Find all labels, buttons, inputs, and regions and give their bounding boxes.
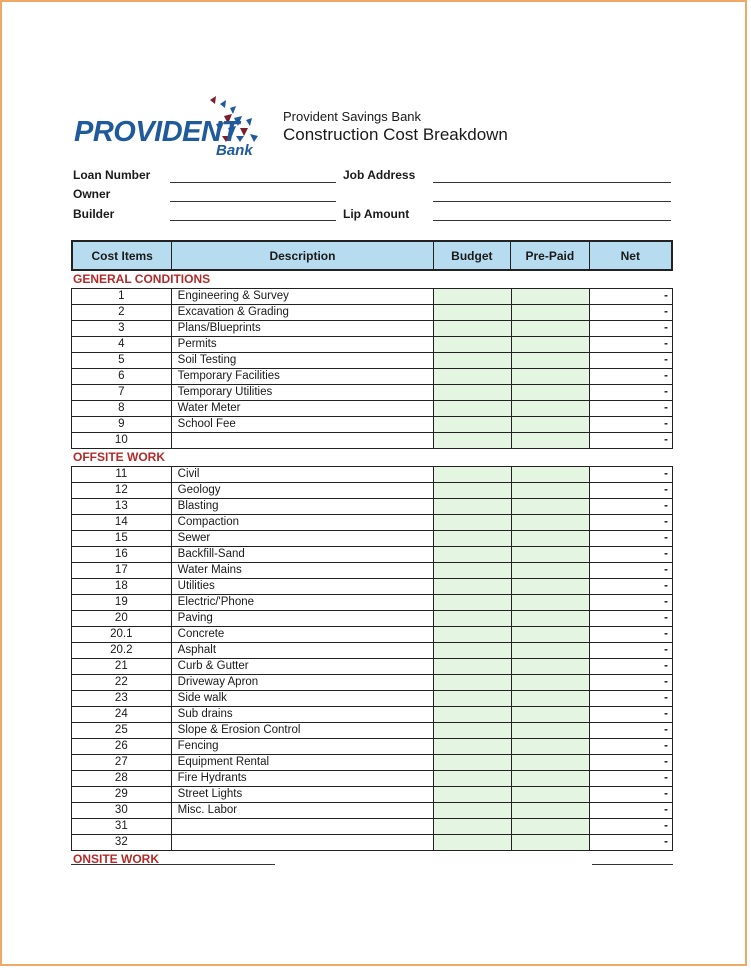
- logo-subtext: Bank: [216, 142, 253, 159]
- table-row: [72, 433, 672, 448]
- table-row: [72, 515, 672, 531]
- net-cell: -: [664, 756, 668, 768]
- cost-item-description: Water Mains: [172, 563, 434, 578]
- cost-item-number: 20.1: [72, 627, 172, 642]
- budget-cell[interactable]: [434, 803, 512, 818]
- pre-paid-cell[interactable]: [512, 499, 591, 514]
- table-row: [72, 305, 672, 321]
- net-cell: -: [664, 612, 668, 624]
- cost-item-description: Concrete: [172, 627, 434, 642]
- net-cell: -: [664, 724, 668, 736]
- pre-paid-cell[interactable]: [512, 515, 591, 530]
- pre-paid-cell[interactable]: [512, 739, 591, 754]
- budget-cell[interactable]: [434, 675, 512, 690]
- cost-item-number: 19: [72, 595, 172, 610]
- cost-item-number: 12: [72, 483, 172, 498]
- budget-cell[interactable]: [434, 771, 512, 786]
- table-header: [71, 240, 673, 271]
- col-header-cost-items: Cost Items: [73, 242, 172, 269]
- net-cell: -: [664, 660, 668, 672]
- cost-item-number: 14: [72, 515, 172, 530]
- cost-item-number: 23: [72, 691, 172, 706]
- net-cell: -: [664, 322, 668, 334]
- cost-item-description: Backfill-Sand: [172, 547, 434, 562]
- section-title: GENERAL CONDITIONS: [73, 272, 211, 286]
- cost-item-number: 13: [72, 499, 172, 514]
- pre-paid-cell[interactable]: [512, 353, 591, 368]
- budget-cell[interactable]: [434, 611, 512, 626]
- net-cell: -: [664, 644, 668, 656]
- net-cell: -: [664, 708, 668, 720]
- cost-item-number: 20.2: [72, 643, 172, 658]
- pre-paid-cell[interactable]: [512, 337, 591, 352]
- pre-paid-cell[interactable]: [512, 483, 591, 498]
- table-row: [72, 385, 672, 401]
- table-row: [72, 483, 672, 499]
- cost-item-description: Sub drains: [172, 707, 434, 722]
- owner-field[interactable]: [170, 201, 336, 202]
- table-row: [72, 739, 672, 755]
- pre-paid-cell[interactable]: [512, 563, 591, 578]
- budget-cell[interactable]: [434, 547, 512, 562]
- col-header-pre-paid: Pre-Paid: [511, 242, 589, 269]
- net-cell: -: [664, 580, 668, 592]
- cost-item-description: [172, 835, 434, 850]
- cost-breakdown-table: [71, 240, 673, 868]
- budget-cell[interactable]: [434, 531, 512, 546]
- net-cell: -: [664, 516, 668, 528]
- table-row: [72, 321, 672, 337]
- cost-item-number: 31: [72, 819, 172, 834]
- table-row: [72, 771, 672, 787]
- cost-item-number: 6: [72, 369, 172, 384]
- col-header-budget: Budget: [434, 242, 511, 269]
- net-cell: -: [664, 788, 668, 800]
- cost-item-number: 1: [72, 289, 172, 304]
- cost-item-description: Slope & Erosion Control: [172, 723, 434, 738]
- net-cell: -: [664, 836, 668, 848]
- table-row: [72, 467, 672, 483]
- cost-item-number: 2: [72, 305, 172, 320]
- cost-item-description: Utilities: [172, 579, 434, 594]
- pre-paid-cell[interactable]: [512, 547, 591, 562]
- section-title: OFFSITE WORK: [73, 450, 165, 464]
- cost-item-description: Geology: [172, 483, 434, 498]
- table-row: [72, 369, 672, 385]
- budget-cell[interactable]: [434, 595, 512, 610]
- cost-item-description: Misc. Labor: [172, 803, 434, 818]
- pre-paid-cell[interactable]: [512, 707, 591, 722]
- net-cell: -: [664, 468, 668, 480]
- cost-item-description: Plans/Blueprints: [172, 321, 434, 336]
- section-title: ONSITE WORK: [73, 852, 159, 866]
- owner-label: Owner: [73, 187, 111, 201]
- table-row: [72, 611, 672, 627]
- table-row: [72, 417, 672, 433]
- lip-amount-label: Lip Amount: [343, 207, 410, 221]
- cost-item-number: 4: [72, 337, 172, 352]
- onsite-underline: [71, 864, 275, 865]
- net-cell: -: [664, 338, 668, 350]
- budget-cell[interactable]: [434, 353, 512, 368]
- cost-item-description: Engineering & Survey: [172, 289, 434, 304]
- onsite-net-underline: [592, 864, 673, 865]
- budget-cell[interactable]: [434, 467, 512, 482]
- table-row: [72, 803, 672, 819]
- logo-wordmark: PROVIDENT: [74, 116, 239, 148]
- net-cell: -: [664, 418, 668, 430]
- cost-item-number: 10: [72, 433, 172, 448]
- table-row: [72, 675, 672, 691]
- pre-paid-cell[interactable]: [512, 385, 591, 400]
- pre-paid-cell[interactable]: [512, 723, 591, 738]
- budget-cell[interactable]: [434, 369, 512, 384]
- net-cell: -: [664, 434, 668, 446]
- cost-item-description: Fencing: [172, 739, 434, 754]
- cost-item-description: Asphalt: [172, 643, 434, 658]
- cost-item-description: Electric/'Phone: [172, 595, 434, 610]
- pre-paid-cell[interactable]: [512, 771, 591, 786]
- pre-paid-cell[interactable]: [512, 289, 591, 304]
- cost-item-description: Sewer: [172, 531, 434, 546]
- table-row: [72, 595, 672, 611]
- cost-item-description: Temporary Utilities: [172, 385, 434, 400]
- pre-paid-cell[interactable]: [512, 787, 591, 802]
- net-cell: -: [664, 772, 668, 784]
- cost-item-number: 25: [72, 723, 172, 738]
- pre-paid-cell[interactable]: [512, 595, 591, 610]
- table-row: [72, 819, 672, 835]
- cost-item-number: 3: [72, 321, 172, 336]
- cost-item-number: 20: [72, 611, 172, 626]
- net-cell: -: [664, 402, 668, 414]
- cost-item-description: [172, 819, 434, 834]
- budget-cell[interactable]: [434, 483, 512, 498]
- net-cell: -: [664, 596, 668, 608]
- net-cell: -: [664, 386, 668, 398]
- pre-paid-cell[interactable]: [512, 691, 591, 706]
- pre-paid-cell[interactable]: [512, 627, 591, 642]
- budget-cell[interactable]: [434, 337, 512, 352]
- bank-name: Provident Savings Bank: [283, 109, 422, 124]
- budget-cell[interactable]: [434, 739, 512, 754]
- cost-item-description: Street Lights: [172, 787, 434, 802]
- net-cell: -: [664, 676, 668, 688]
- budget-cell[interactable]: [434, 385, 512, 400]
- loan-number-field[interactable]: [170, 182, 336, 183]
- cost-item-description: Civil: [172, 467, 434, 482]
- table-row: [72, 289, 672, 305]
- net-cell: -: [664, 628, 668, 640]
- job-address-field[interactable]: [433, 182, 671, 183]
- budget-cell[interactable]: [434, 787, 512, 802]
- budget-cell[interactable]: [434, 691, 512, 706]
- cost-item-number: 22: [72, 675, 172, 690]
- pre-paid-cell[interactable]: [512, 433, 591, 448]
- cost-item-number: 21: [72, 659, 172, 674]
- net-cell: -: [664, 532, 668, 544]
- pre-paid-cell[interactable]: [512, 369, 591, 384]
- table-row: [72, 499, 672, 515]
- budget-cell[interactable]: [434, 499, 512, 514]
- table-row: [72, 531, 672, 547]
- table-row: [72, 563, 672, 579]
- table-row: [72, 659, 672, 675]
- net-cell: -: [664, 548, 668, 560]
- pre-paid-cell[interactable]: [512, 401, 591, 416]
- loan-number-label: Loan Number: [73, 168, 151, 182]
- table-row: [72, 627, 672, 643]
- job-address-label: Job Address: [343, 168, 416, 182]
- budget-cell[interactable]: [434, 723, 512, 738]
- cost-item-description: Equipment Rental: [172, 755, 434, 770]
- col-header-net: Net: [620, 248, 640, 263]
- budget-cell[interactable]: [434, 659, 512, 674]
- table-row: [72, 691, 672, 707]
- net-cell: -: [664, 290, 668, 302]
- pre-paid-cell[interactable]: [512, 643, 591, 658]
- net-cell: -: [664, 354, 668, 366]
- table-row: [72, 723, 672, 739]
- cost-item-description: Driveway Apron: [172, 675, 434, 690]
- cost-item-description: Compaction: [172, 515, 434, 530]
- budget-cell[interactable]: [434, 707, 512, 722]
- budget-cell[interactable]: [434, 321, 512, 336]
- cost-item-number: 11: [72, 467, 172, 482]
- cost-item-description: [172, 433, 434, 448]
- cost-item-number: 26: [72, 739, 172, 754]
- budget-cell[interactable]: [434, 643, 512, 658]
- pre-paid-cell[interactable]: [512, 531, 591, 546]
- cost-item-number: 24: [72, 707, 172, 722]
- cost-item-description: Permits: [172, 337, 434, 352]
- budget-cell[interactable]: [434, 289, 512, 304]
- pre-paid-cell[interactable]: [512, 611, 591, 626]
- table-row: [72, 835, 672, 850]
- budget-cell[interactable]: [434, 417, 512, 432]
- page-title: Construction Cost Breakdown: [283, 125, 508, 144]
- cost-item-number: 16: [72, 547, 172, 562]
- table-row: [72, 547, 672, 563]
- table-row: [72, 579, 672, 595]
- net-cell: -: [664, 804, 668, 816]
- cost-item-description: Excavation & Grading: [172, 305, 434, 320]
- cost-item-description: Blasting: [172, 499, 434, 514]
- pre-paid-cell[interactable]: [512, 819, 591, 834]
- net-cell: -: [664, 500, 668, 512]
- pre-paid-cell[interactable]: [512, 417, 591, 432]
- section-rows: [71, 466, 673, 851]
- table-row: [72, 353, 672, 369]
- section-rows: [71, 288, 673, 449]
- cost-item-description: Side walk: [172, 691, 434, 706]
- pre-paid-cell[interactable]: [512, 579, 591, 594]
- cost-item-number: 9: [72, 417, 172, 432]
- cost-item-number: 17: [72, 563, 172, 578]
- budget-cell[interactable]: [434, 305, 512, 320]
- budget-cell[interactable]: [434, 515, 512, 530]
- net-cell: -: [664, 820, 668, 832]
- cost-item-number: 32: [72, 835, 172, 850]
- table-row: [72, 787, 672, 803]
- pre-paid-cell[interactable]: [512, 803, 591, 818]
- budget-cell[interactable]: [434, 627, 512, 642]
- budget-cell[interactable]: [434, 579, 512, 594]
- pre-paid-cell[interactable]: [512, 675, 591, 690]
- job-address-field-line-2[interactable]: [433, 201, 671, 202]
- pre-paid-cell[interactable]: [512, 659, 591, 674]
- pre-paid-cell[interactable]: [512, 835, 591, 850]
- lip-amount-field[interactable]: [433, 220, 671, 221]
- cost-item-description: Curb & Gutter: [172, 659, 434, 674]
- cost-item-description: Water Meter: [172, 401, 434, 416]
- table-row: [72, 643, 672, 659]
- cost-item-number: 7: [72, 385, 172, 400]
- pre-paid-cell[interactable]: [512, 321, 591, 336]
- pre-paid-cell[interactable]: [512, 305, 591, 320]
- col-header-description: Description: [172, 242, 433, 269]
- pre-paid-cell[interactable]: [512, 755, 591, 770]
- table-row: [72, 707, 672, 723]
- cost-item-description: Soil Testing: [172, 353, 434, 368]
- cost-item-description: Paving: [172, 611, 434, 626]
- net-cell: -: [664, 484, 668, 496]
- cost-item-number: 8: [72, 401, 172, 416]
- table-row: [72, 337, 672, 353]
- budget-cell[interactable]: [434, 401, 512, 416]
- net-cell: -: [664, 306, 668, 318]
- budget-cell[interactable]: [434, 755, 512, 770]
- cost-item-number: 15: [72, 531, 172, 546]
- cost-item-number: 18: [72, 579, 172, 594]
- cost-item-number: 5: [72, 353, 172, 368]
- budget-cell[interactable]: [434, 563, 512, 578]
- builder-field[interactable]: [170, 220, 336, 221]
- cost-item-number: 30: [72, 803, 172, 818]
- builder-label: Builder: [73, 207, 115, 221]
- cost-item-number: 27: [72, 755, 172, 770]
- budget-cell[interactable]: [434, 819, 512, 834]
- cost-item-description: School Fee: [172, 417, 434, 432]
- cost-item-number: 29: [72, 787, 172, 802]
- cost-item-description: Temporary Facilities: [172, 369, 434, 384]
- budget-cell[interactable]: [434, 835, 512, 850]
- pre-paid-cell[interactable]: [512, 467, 591, 482]
- provident-bank-logo: [74, 98, 274, 160]
- net-cell: -: [664, 740, 668, 752]
- cost-item-description: Fire Hydrants: [172, 771, 434, 786]
- net-cell: -: [664, 370, 668, 382]
- net-cell: -: [664, 692, 668, 704]
- net-cell: -: [664, 564, 668, 576]
- table-row: [72, 755, 672, 771]
- budget-cell[interactable]: [434, 433, 512, 448]
- table-row: [72, 401, 672, 417]
- cost-item-number: 28: [72, 771, 172, 786]
